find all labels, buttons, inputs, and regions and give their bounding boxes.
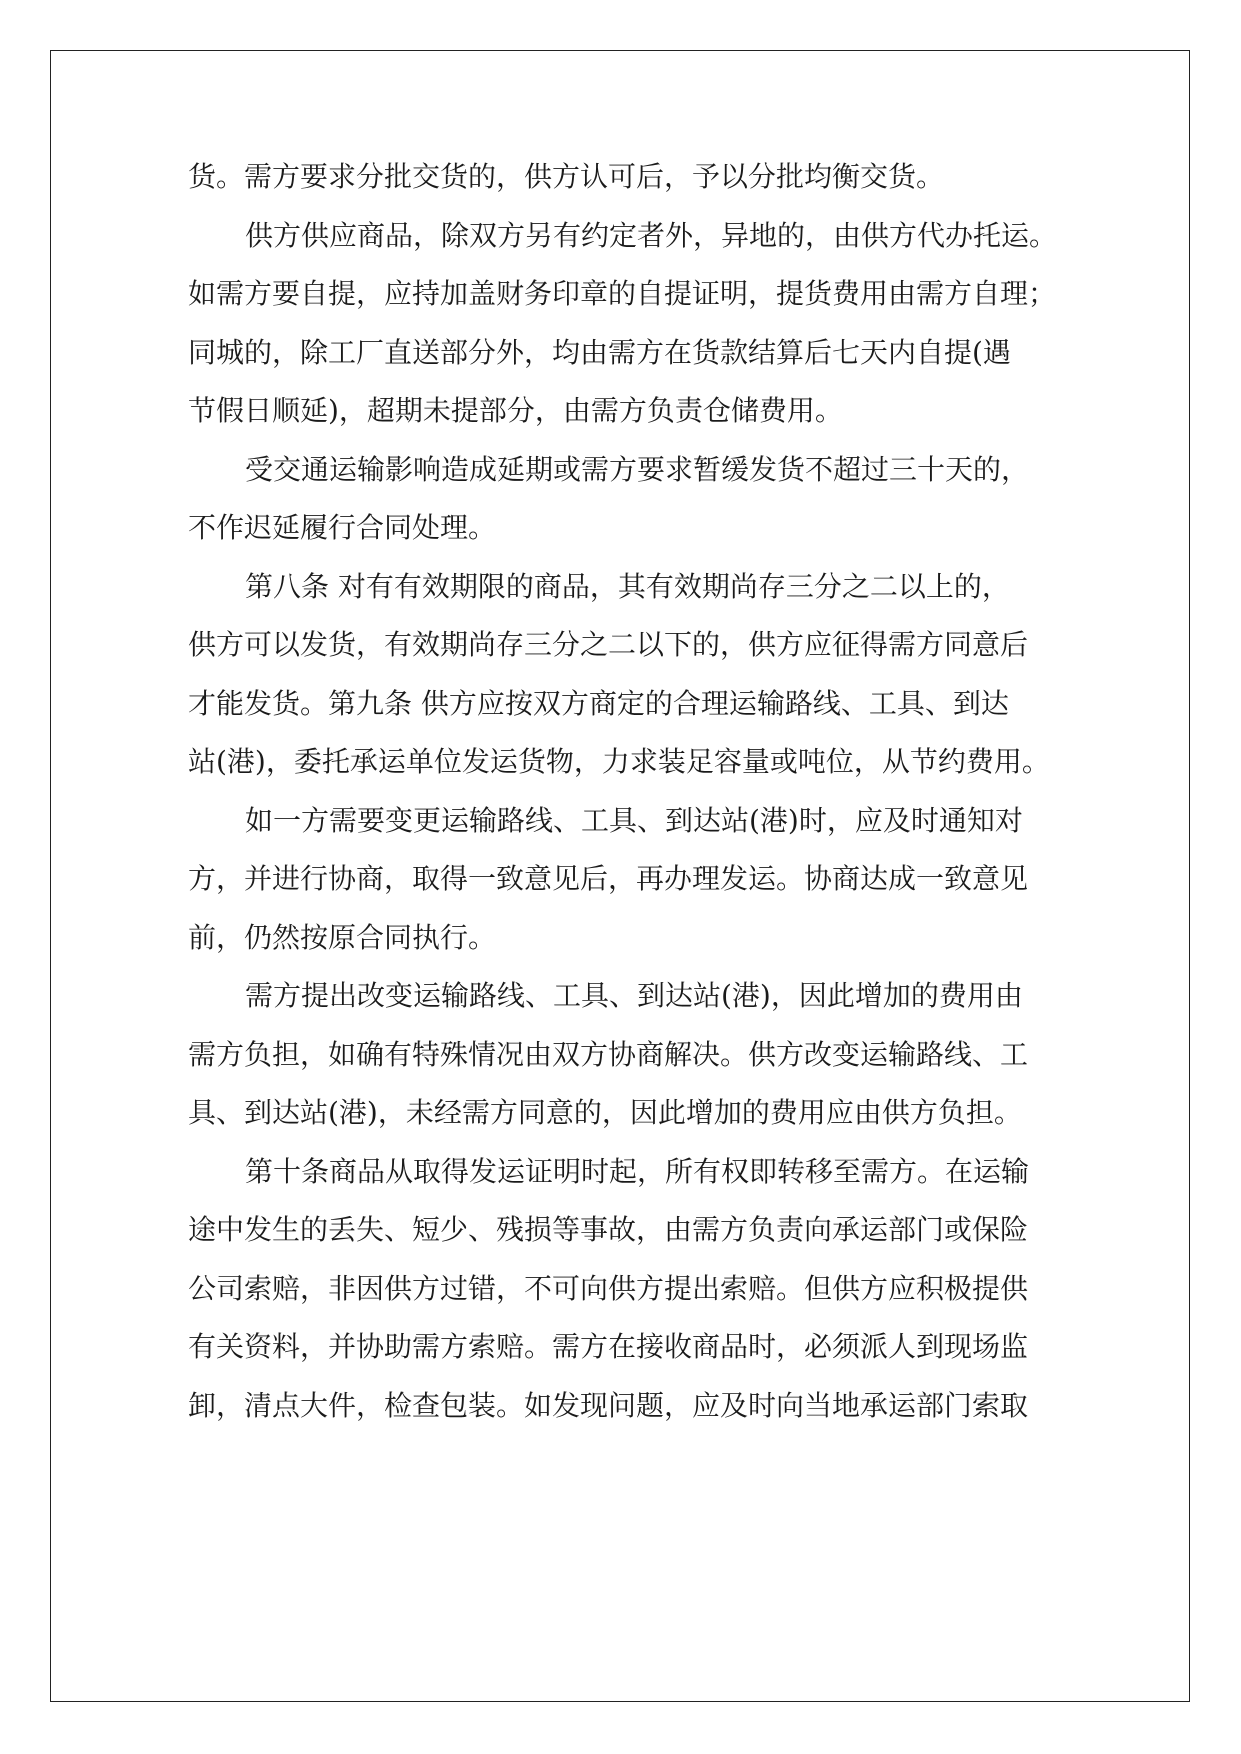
- text-line: 货。需方要求分批交货的，供方认可后，予以分批均衡交货。: [188, 160, 945, 193]
- text-line: 供方可以发货，有效期尚存三分之二以下的，供方应征得需方同意后: [188, 628, 1029, 661]
- text-line: 第八条 对有有效期限的商品，其有效期尚存三分之二以上的，: [245, 569, 1010, 603]
- text-line: 如需方要自提，应持加盖财务印章的自提证明，提货费用由需方自理；: [188, 277, 1057, 310]
- text-line: 具、到达站(港)，未经需方同意的，因此增加的费用应由供方负担。: [188, 1096, 1022, 1129]
- text-line: 需方负担，如确有特殊情况由双方协商解决。供方改变运输路线、工: [188, 1037, 1029, 1071]
- document-body: [188, 148, 1068, 1435]
- text-line: 供方供应商品，除双方另有约定者外，异地的，由供方代办托运。: [245, 218, 1058, 252]
- text-line: 才能发货。第九条 供方应按双方商定的合理运输路线、工具、到达: [188, 686, 1009, 720]
- text-line: 受交通运输影响造成延期或需方要求暂缓发货不超过三十天的，: [245, 452, 1030, 486]
- text-line: 站(港)，委托承运单位发运货物，力求装足容量或吨位，从节约费用。: [188, 745, 1050, 778]
- text-line: 需方提出改变运输路线、工具、到达站(港)，因此增加的费用由: [245, 979, 1023, 1012]
- text-line: 不作迟延履行合同处理。: [188, 511, 497, 544]
- text-line: 卸，清点大件，检查包装。如发现问题，应及时向当地承运部门索取: [188, 1388, 1029, 1422]
- text-line: 方，并进行协商，取得一致意见后，再办理发运。协商达成一致意见: [188, 862, 1029, 895]
- text-line: 如一方需要变更运输路线、工具、到达站(港)时，应及时通知对: [245, 803, 1023, 837]
- text-line: 公司索赔，非因供方过错，不可向供方提出索赔。但供方应积极提供: [188, 1271, 1029, 1305]
- text-line: 第十条商品从取得发运证明时起，所有权即转移至需方。在运输: [245, 1154, 1030, 1188]
- text-line: 前，仍然按原合同执行。: [188, 920, 497, 954]
- text-line: 节假日顺延)，超期未提部分，由需方负责仓储费用。: [188, 394, 843, 427]
- text-line: 有关资料，并协助需方索赔。需方在接收商品时，必须派人到现场监: [188, 1330, 1029, 1363]
- text-line: 同城的，除工厂直送部分外，均由需方在货款结算后七天内自提(遇: [188, 335, 1011, 369]
- text-line: 途中发生的丢失、短少、残损等事故，由需方负责向承运部门或保险: [188, 1213, 1029, 1246]
